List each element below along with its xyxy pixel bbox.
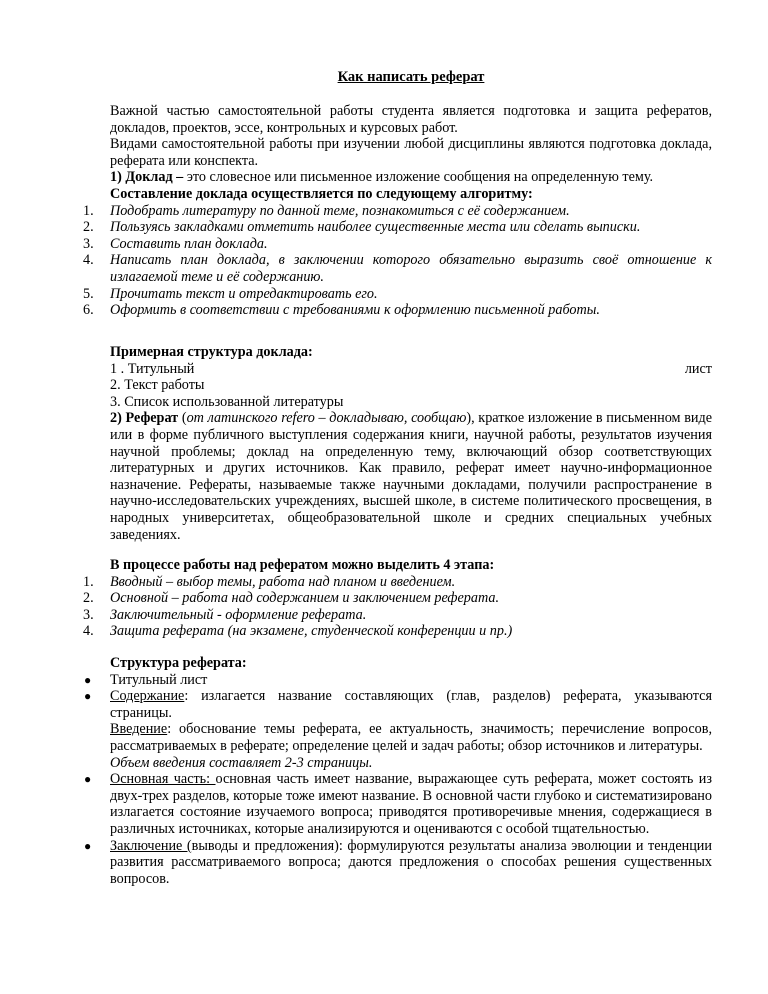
list-item xyxy=(83,285,712,303)
referat-definition xyxy=(110,410,712,543)
list-text: Оформить в соответствии с требованиями к оформлению письменной работы. xyxy=(110,302,600,319)
doklad-structure-heading: Примерная структура доклада: xyxy=(110,344,313,360)
list-text: Защита реферата (на экзамене, студенческой конференции и пр.) xyxy=(110,623,513,640)
list-item xyxy=(83,252,712,285)
doklad-structure-item-1: 1 . Титульный xyxy=(110,360,195,377)
list-item xyxy=(83,573,712,591)
list-number: 3. xyxy=(83,235,94,252)
list-number: 6. xyxy=(83,302,94,319)
list-item xyxy=(83,606,712,624)
bullet-icon: ● xyxy=(84,672,92,687)
list-item xyxy=(83,590,712,607)
main-part-label: Основная часть: xyxy=(110,771,216,788)
list-text: Прочитать текст и отредактировать его. xyxy=(110,285,378,302)
conclusion-label: Заключение ( xyxy=(110,837,192,854)
doklad-structure-item-1-end: лист xyxy=(684,360,712,377)
doklad-text: это словесное или письменное изложение сообщения на определенную тему. xyxy=(183,169,654,186)
list-item xyxy=(84,688,712,771)
list-text: Подобрать литературу по данной теме, познакомиться с её содержанием. xyxy=(110,202,570,219)
main-part-text: основная часть имеет название, выражающее суть реферата, может состоять из двух-трех разделов, которые тоже имеют название. В основной части глубоко и систематизировано излагается состояние изучаемого вопроса; приводятся противоречивые мнения, содержащиеся в различных источниках, которые анализируются и оцениваются с особой тщательностью. xyxy=(110,771,712,837)
list-item xyxy=(84,771,712,837)
intro-volume: Объем введения составляет 2-3 страницы. xyxy=(110,754,373,771)
list-item xyxy=(84,671,712,689)
list-number: 1. xyxy=(83,573,94,590)
doklad-definition xyxy=(110,169,712,186)
intro-paragraph-1: Важной частью самостоятельной работы студента является подготовка и защита рефератов, докладов, проектов, эссе, контрольных и курсовых работ. xyxy=(110,103,712,136)
list-text: Написать план доклада, в заключении которого обязательно выразить своё отношение к излагаемой теме и её содержанию. xyxy=(110,252,712,285)
list-item xyxy=(83,302,712,319)
list-item xyxy=(83,235,712,253)
referat-heading: 2) Реферат xyxy=(110,410,179,427)
list-item xyxy=(84,837,712,888)
list-text: Основной – работа над содержанием и заключением реферата. xyxy=(110,590,499,607)
referat-text: , краткое изложение в письменном виде или в форме публичного выступления содержания книги, научной работы, результатов изучения научной проблемы; доклад на определенную тему, включающий обзор соответствующих литературных и других источников. Как правило, реферат имеет научно-информационное назначение. Рефераты, называемые также научными докладами, получили распространение в научно-исследовательских учреждениях, высшей школе, в системе политического просвещения, в народных университетах, общеобразовательной школе и средних специальных учебных заведениях. xyxy=(110,410,713,543)
paren-close: ) xyxy=(466,410,472,427)
stages-heading: В процессе работы над рефератом можно выделить 4 этапа: xyxy=(110,557,495,573)
referat-structure-list xyxy=(84,671,712,888)
list-item xyxy=(83,202,712,220)
content-text: : излагается название составляющих (глав, разделов) реферата, указываются страницы. xyxy=(110,688,712,721)
bullet-icon: ● xyxy=(84,689,92,704)
algorithm-list xyxy=(83,202,712,319)
algorithm-heading: Составление доклада осуществляется по следующему алгоритму: xyxy=(110,185,533,202)
list-text: Заключительный - оформление реферата. xyxy=(110,606,367,623)
referat-structure-section xyxy=(84,655,712,887)
list-number: 4. xyxy=(83,252,94,269)
intro-paragraph-2: Видами самостоятельной работы при изучении любой дисциплины являются подготовка доклада, реферата или конспекта. xyxy=(110,136,712,169)
doklad-structure-item-2: 2. Текст работы xyxy=(110,377,205,394)
list-number: 4. xyxy=(83,623,94,640)
bullet-icon: ● xyxy=(84,838,92,853)
title-page-item: Титульный лист xyxy=(110,671,208,688)
list-text: Составить план доклада. xyxy=(110,235,268,252)
intro-text: : обоснование темы реферата, ее актуальность, значимость; перечисление вопросов, рассматриваемых в реферате; определение целей и задач работы; обзор источников и литературы. xyxy=(110,721,712,754)
stages-list xyxy=(83,573,712,640)
list-item xyxy=(83,219,712,236)
list-number: 3. xyxy=(83,606,94,623)
stages-section xyxy=(83,557,712,640)
list-number: 2. xyxy=(83,219,94,236)
doklad-heading: 1) Доклад – xyxy=(110,169,184,186)
paren-open: ( xyxy=(178,410,187,427)
doklad-structure-section xyxy=(110,344,712,543)
list-number: 2. xyxy=(83,590,94,607)
list-number: 5. xyxy=(83,285,94,302)
intro-section xyxy=(83,103,712,319)
referat-structure-heading: Структура реферата: xyxy=(110,655,247,671)
intro-label: Введение xyxy=(110,721,168,738)
content-label: Содержание xyxy=(110,688,185,705)
list-item xyxy=(83,623,712,640)
list-text: Вводный – выбор темы, работа над планом и введением. xyxy=(110,573,456,590)
bullet-icon: ● xyxy=(84,772,92,787)
referat-etymology: от латинского refero – докладываю, сообщаю xyxy=(186,410,467,427)
doklad-structure-item-3: 3. Список использованной литературы xyxy=(110,393,344,410)
doklad-structure-line-1 xyxy=(110,361,712,378)
conclusion-text: выводы и предложения): формулируются результаты анализа эволюции и тенденции развития рассматриваемого вопроса; даются предложения о способах решения существенных вопросов. xyxy=(110,837,712,887)
intro-item xyxy=(110,721,712,754)
document-title: Как написать реферат xyxy=(337,69,485,85)
list-text: Пользуясь закладками отметить наиболее существенные места или сделать выписки. xyxy=(110,219,641,236)
list-number: 1. xyxy=(83,202,94,219)
